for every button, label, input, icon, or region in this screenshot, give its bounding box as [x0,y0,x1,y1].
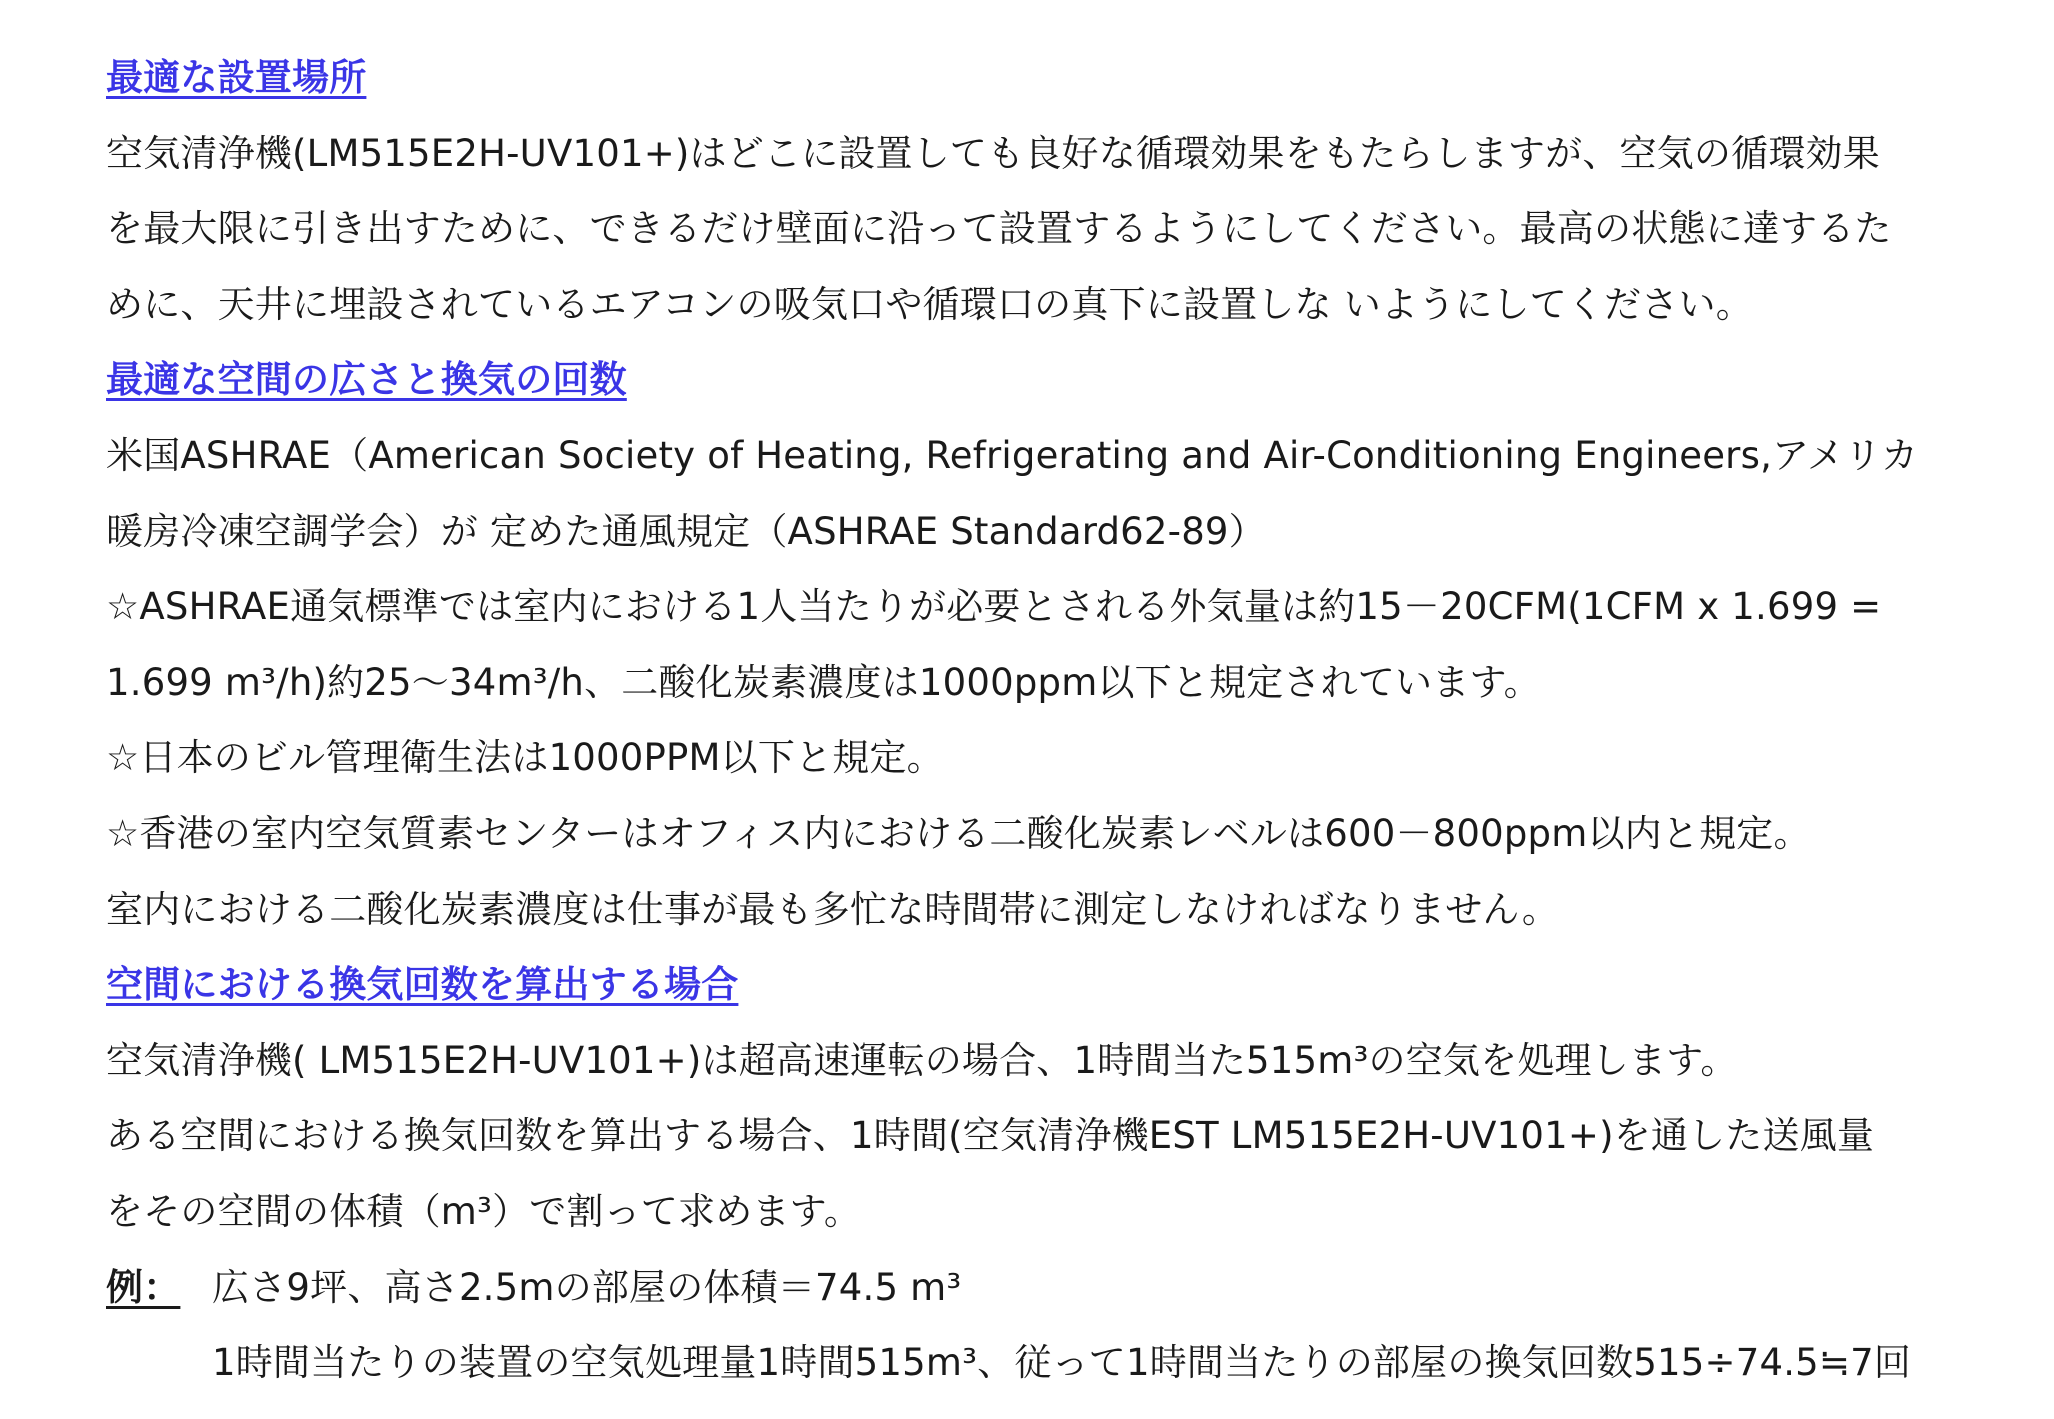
paragraph-line: ある空間における換気回数を算出する場合、1時間(空気清浄機EST LM515E2H-UV101+)を通した送風量 [106,1114,1875,1158]
section-heading-installation: 最適な設置場所 [106,56,367,99]
document-page [106,40,2036,1401]
paragraph-line: をその空間の体積（m³）で割って求めます。 [106,1189,862,1233]
paragraph-line: 暖房冷凍空調学会）が 定めた通風規定（ASHRAE Standard62-89） [106,509,1266,553]
paragraph-line: 1.699 m³/h)約25～34m³/h、二酸化炭素濃度は1000ppm以下と規定されています。 [106,660,1541,704]
example-text: 広さ9坪、高さ2.5mの部屋の体積＝74.5 m³ [212,1265,962,1309]
paragraph-line: 米国ASHRAE（American Society of Heating, Refrigerating and Air-Conditioning Engineers,アメリカ [106,433,1919,477]
paragraph-line: ☆香港の室内空気質素センターはオフィス内における二酸化炭素レベルは600－800ppm以内と規定。 [106,811,1811,855]
example-label: 例： [106,1265,181,1309]
paragraph-line: ☆日本のビル管理衛生法は1000PPM以下と規定。 [106,736,944,780]
paragraph-line: ☆ASHRAE通気標準では室内における1人当たりが必要とされる外気量は約15－20CFM(1CFM x 1.699 = [106,585,1882,629]
paragraph-line: めに、天井に埋設されているエアコンの吸気口や循環口の真下に設置しな いようにしてください。 [106,282,1753,326]
section-heading-space-ventilation: 最適な空間の広さと換気の回数 [106,358,627,402]
example-result-line: 1時間当たりの装置の空気処理量1時間515m³、従って1時間当たりの部屋の換気回数515÷74.5≒7回 [212,1341,1912,1385]
paragraph-line: 室内における二酸化炭素濃度は仕事が最も多忙な時間帯に測定しなければなりません。 [106,887,1560,931]
example-row [106,1250,2036,1326]
paragraph-line: 空気清浄機( LM515E2H-UV101+)は超高速運転の場合、1時間当た515m³の空気を処理します。 [106,1038,1738,1082]
paragraph-line: を最大限に引き出すために、できるだけ壁面に沿って設置するようにしてください。最高の状態に達するた [106,207,1892,251]
paragraph-line: 空気清浄機(LM515E2H-UV101+)はどこに設置しても良好な循環効果をもたらしますが、空気の循環効果 [106,131,1880,175]
section-heading-air-change-calculation: 空間における換気回数を算出する場合 [106,963,739,1007]
